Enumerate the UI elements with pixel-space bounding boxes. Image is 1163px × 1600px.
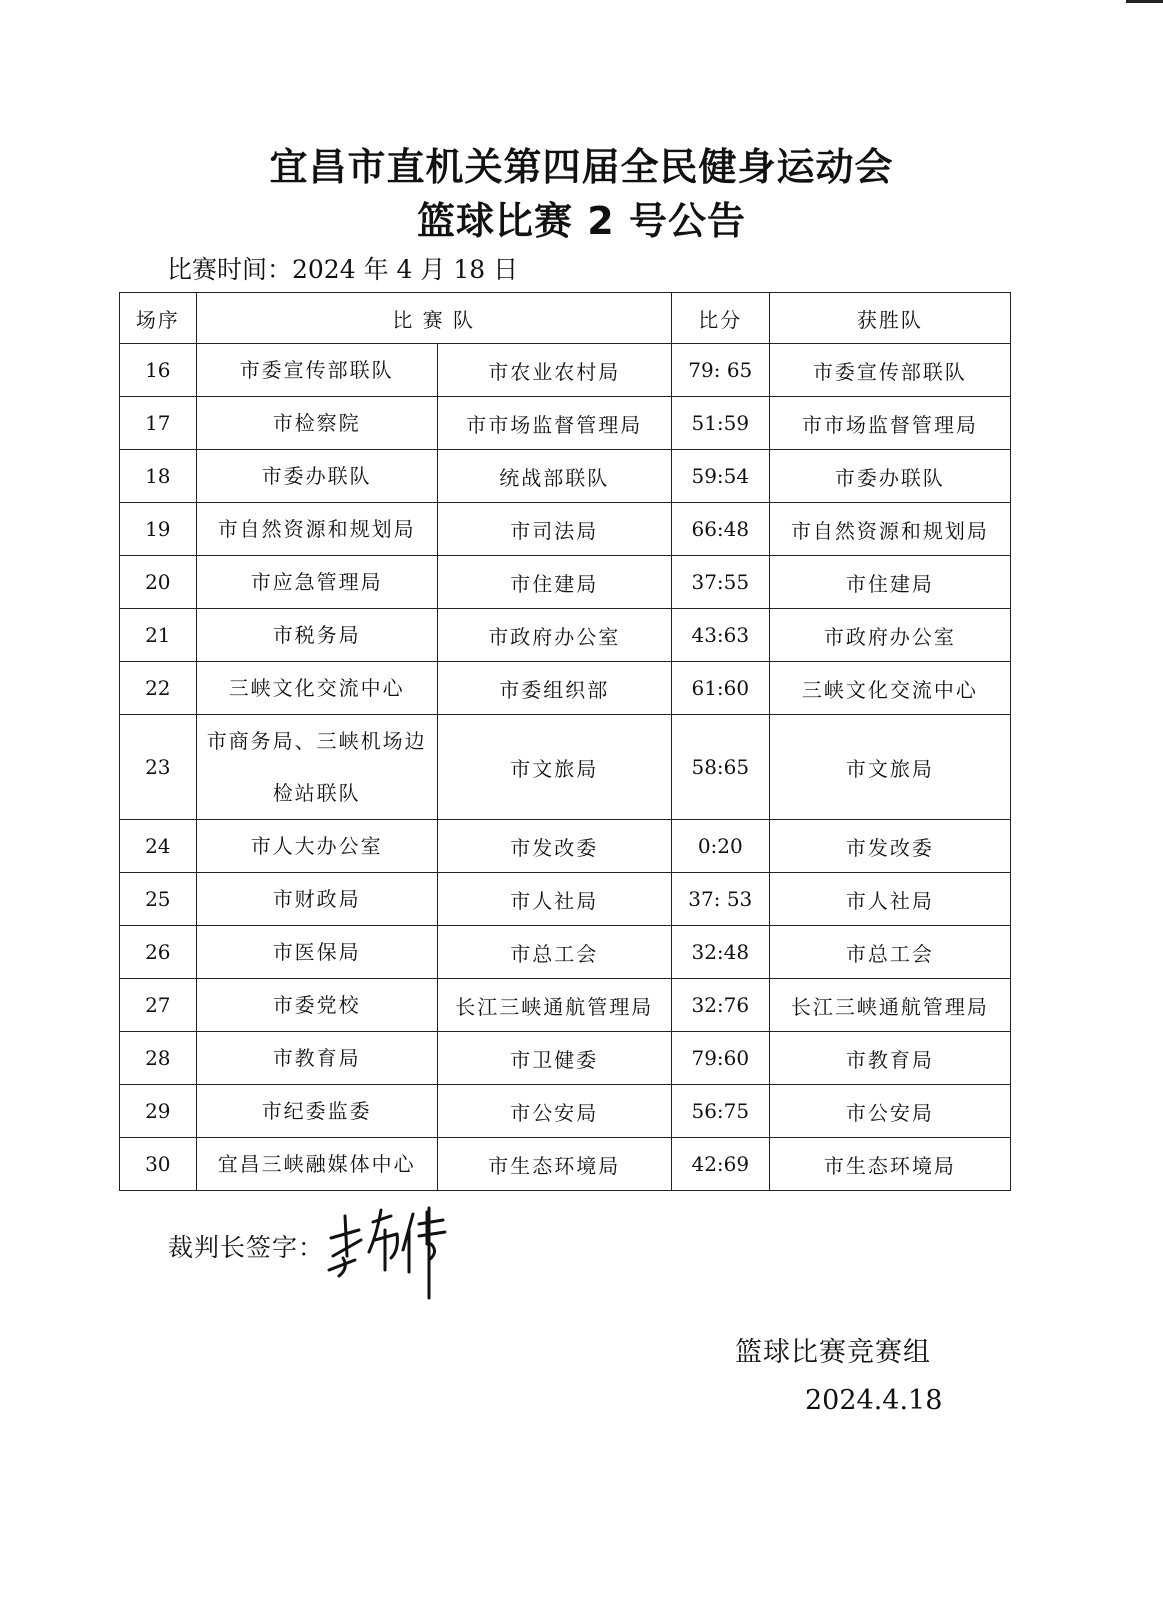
- match-no-cell: 25: [120, 873, 197, 926]
- match-no-cell: 16: [120, 344, 197, 397]
- winner-cell: 市发改委: [769, 820, 1010, 873]
- winner-cell: 市政府办公室: [769, 609, 1010, 662]
- table-row: [120, 979, 1011, 1032]
- organizer: 篮球比赛竞赛组: [735, 1337, 931, 1368]
- winner-cell: 市人社局: [769, 873, 1010, 926]
- match-no-cell: 26: [120, 926, 197, 979]
- score-cell: 37:55: [671, 556, 769, 609]
- team-a-cell: 市应急管理局: [196, 556, 437, 609]
- header-winner: 获胜队: [769, 293, 1010, 344]
- team-b-cell: 长江三峡通航管理局: [437, 979, 671, 1032]
- winner-cell: 三峡文化交流中心: [769, 662, 1010, 715]
- match-no-cell: 23: [120, 715, 197, 820]
- team-a-cell: 市自然资源和规划局: [196, 503, 437, 556]
- table-row: [120, 503, 1011, 556]
- score-cell: 32:48: [671, 926, 769, 979]
- winner-cell: 市生态环境局: [769, 1138, 1010, 1191]
- match-date: 比赛时间：2024 年 4 月 18 日: [167, 255, 519, 284]
- team-a-cell: 宜昌三峡融媒体中心: [196, 1138, 437, 1191]
- match-no-cell: 29: [120, 1085, 197, 1138]
- score-cell: 66:48: [671, 503, 769, 556]
- match-no-cell: 28: [120, 1032, 197, 1085]
- team-a-cell: 市纪委监委: [196, 1085, 437, 1138]
- match-no-cell: 20: [120, 556, 197, 609]
- team-a-cell: 市委宣传部联队: [196, 344, 437, 397]
- team-b-cell: 市住建局: [437, 556, 671, 609]
- score-cell: 79: 65: [671, 344, 769, 397]
- handwritten-signature: [325, 1200, 455, 1300]
- document-title: 宜昌市直机关第四届全民健身运动会: [269, 145, 894, 189]
- team-b-cell: 市生态环境局: [437, 1138, 671, 1191]
- team-b-cell: 市卫健委: [437, 1032, 671, 1085]
- winner-cell: 长江三峡通航管理局: [769, 979, 1010, 1032]
- team-b-cell: 市文旅局: [437, 715, 671, 820]
- winner-cell: 市委宣传部联队: [769, 344, 1010, 397]
- match-no-cell: 18: [120, 450, 197, 503]
- table-row: [120, 1138, 1011, 1191]
- document-subtitle: 篮球比赛 2 号公告: [417, 199, 746, 243]
- score-cell: 0:20: [671, 820, 769, 873]
- winner-cell: 市文旅局: [769, 715, 1010, 820]
- table-row: [120, 344, 1011, 397]
- team-a-cell: 市税务局: [196, 609, 437, 662]
- header-match-no: 场序: [120, 293, 197, 344]
- winner-cell: 市教育局: [769, 1032, 1010, 1085]
- score-cell: 37: 53: [671, 873, 769, 926]
- team-a-cell: 市商务局、三峡机场边检站联队: [196, 715, 437, 820]
- team-b-cell: 市人社局: [437, 873, 671, 926]
- winner-cell: 市总工会: [769, 926, 1010, 979]
- corner-mark: [1126, 0, 1163, 3]
- team-b-cell: 市政府办公室: [437, 609, 671, 662]
- match-no-cell: 30: [120, 1138, 197, 1191]
- signature-label: 裁判长签字：: [168, 1233, 325, 1262]
- score-cell: 59:54: [671, 450, 769, 503]
- team-a-cell: 市财政局: [196, 873, 437, 926]
- winner-cell: 市自然资源和规划局: [769, 503, 1010, 556]
- match-no-cell: 17: [120, 397, 197, 450]
- table-row: [120, 926, 1011, 979]
- team-b-cell: 市公安局: [437, 1085, 671, 1138]
- score-cell: 51:59: [671, 397, 769, 450]
- match-no-cell: 21: [120, 609, 197, 662]
- winner-cell: 市市场监督管理局: [769, 397, 1010, 450]
- table-row: [120, 1032, 1011, 1085]
- team-a-cell: 三峡文化交流中心: [196, 662, 437, 715]
- team-b-cell: 市发改委: [437, 820, 671, 873]
- table-row: [120, 873, 1011, 926]
- header-score: 比分: [671, 293, 769, 344]
- score-cell: 32:76: [671, 979, 769, 1032]
- table-row: [120, 820, 1011, 873]
- winner-cell: 市公安局: [769, 1085, 1010, 1138]
- winner-cell: 市住建局: [769, 556, 1010, 609]
- table-row: [120, 662, 1011, 715]
- issue-date: 2024.4.18: [805, 1385, 943, 1416]
- table-row: [120, 609, 1011, 662]
- team-a-cell: 市委办联队: [196, 450, 437, 503]
- team-b-cell: 市农业农村局: [437, 344, 671, 397]
- match-no-cell: 22: [120, 662, 197, 715]
- team-a-cell: 市教育局: [196, 1032, 437, 1085]
- score-cell: 43:63: [671, 609, 769, 662]
- team-a-cell: 市人大办公室: [196, 820, 437, 873]
- match-no-cell: 24: [120, 820, 197, 873]
- winner-cell: 市委办联队: [769, 450, 1010, 503]
- team-b-cell: 市委组织部: [437, 662, 671, 715]
- table-row: [120, 715, 1011, 820]
- results-table: [119, 292, 1011, 1191]
- team-a-cell: 市委党校: [196, 979, 437, 1032]
- score-cell: 61:60: [671, 662, 769, 715]
- table-row: [120, 1085, 1011, 1138]
- score-cell: 56:75: [671, 1085, 769, 1138]
- team-b-cell: 市总工会: [437, 926, 671, 979]
- team-a-cell: 市医保局: [196, 926, 437, 979]
- match-no-cell: 19: [120, 503, 197, 556]
- score-cell: 58:65: [671, 715, 769, 820]
- team-a-cell: 市检察院: [196, 397, 437, 450]
- table-row: [120, 450, 1011, 503]
- score-cell: 79:60: [671, 1032, 769, 1085]
- team-b-cell: 市市场监督管理局: [437, 397, 671, 450]
- team-b-cell: 统战部联队: [437, 450, 671, 503]
- team-b-cell: 市司法局: [437, 503, 671, 556]
- header-teams: 比 赛 队: [196, 293, 671, 344]
- match-no-cell: 27: [120, 979, 197, 1032]
- table-header-row: [120, 293, 1011, 344]
- table-row: [120, 556, 1011, 609]
- score-cell: 42:69: [671, 1138, 769, 1191]
- table-row: [120, 397, 1011, 450]
